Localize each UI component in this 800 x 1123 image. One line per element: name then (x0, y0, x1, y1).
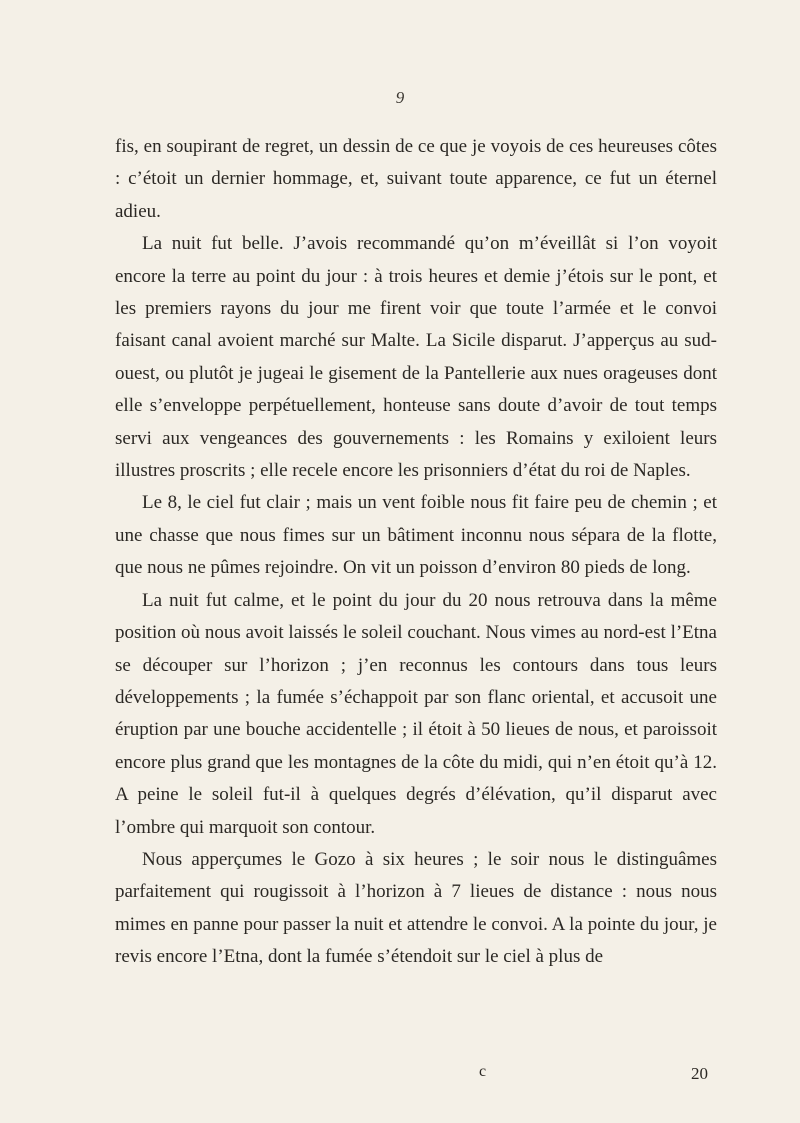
paragraph: Le 8, le ciel fut clair ; mais un vent foible nous fit faire peu de chemin ; et une chasse que nous fimes sur un bâtiment inconnu nous sépara de la flotte, que nous ne pûmes rejoindre. On vit un poisson d’environ 80 pieds de long. (115, 492, 717, 579)
paragraph: Nous apperçumes le Gozo à six heures ; le soir nous le distinguâmes parfaitement qui rougissoit à l’horizon à 7 lieues de distance : nous nous mimes en panne pour passer la nuit et attendre le convoi. A la pointe du jour, je revis encore l’Etna, dont la fumée s’étendoit sur le ciel à plus de (115, 848, 717, 968)
paragraph: La nuit fut belle. J’avois recommandé qu’on m’éveillât si l’on voyoit encore la terre au point du jour : à trois heures et demie j’étois sur le pont, et les premiers rayons du jour me firent voir que toute l’armée et le convoi faisant canal avoient marché sur Malte. La Sicile disparut. J’apperçus au sud-ouest, ou plutôt je jugeai le gisement de la Pantellerie aux nues orageuses dont elle s’enveloppe perpétuellement, honteuse sans doute d’avoir de tout temps servi aux vengeances des gouvernements : les Romains y exiloient leurs illustres proscrits ; elle recele encore les prisonniers d’état du roi de Naples. (115, 233, 717, 482)
paragraph: La nuit fut calme, et le point du jour du 20 nous retrouva dans la même position où nous avoit laissés le soleil couchant. Nous vimes au nord-est l’Etna se découper sur l’horizon ; j’en reconnus les contours dans tous leurs développements ; la fumée s’échappoit par son flanc oriental, et accusoit une éruption par une bouche accidentelle ; il étoit à 50 lieues de nous, et paroissoit encore plus grand que les montagnes de la côte du midi, qui n’en étoit qu’à 12. A peine le soleil fut-il à quelques degrés d’élévation, qu’il disparut avec l’ombre qui marquoit son contour. (115, 589, 717, 838)
paragraph: fis, en soupirant de regret, un dessin de ce que je voyois de ces heureuses côtes : c’étoit un dernier hommage, et, suivant toute apparence, ce fut un éternel adieu. (115, 136, 717, 222)
page-footer (0, 1063, 800, 1087)
body-text (115, 131, 717, 974)
page-number: 9 (395, 88, 405, 107)
signature-mark: c (479, 1063, 487, 1080)
folio-number: 20 (691, 1064, 708, 1083)
